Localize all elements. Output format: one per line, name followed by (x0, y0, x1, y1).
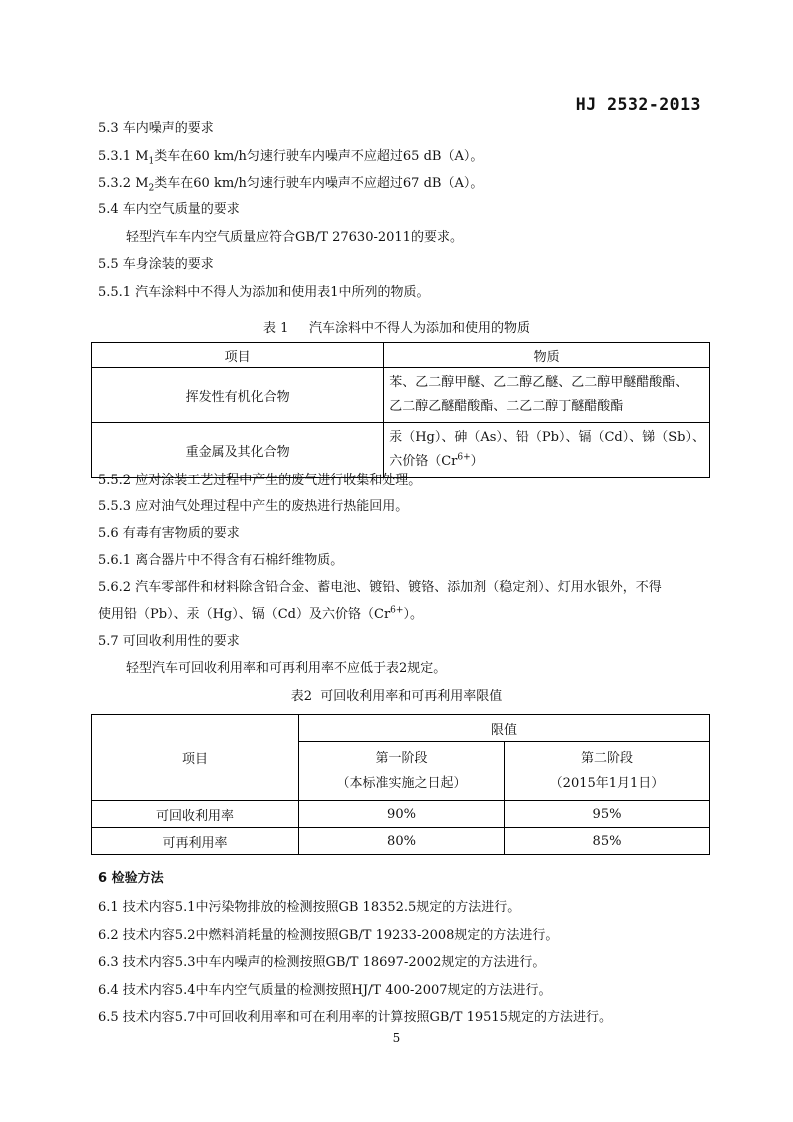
table2-row2-item: 可再利用率 (92, 828, 299, 855)
table1-row2-item: 重金属及其化合物 (92, 423, 384, 478)
table2-caption: 表2 可回收利用率和可再利用率限值 (290, 689, 503, 704)
table1-caption: 表 1 汽车涂料中不得人为添加和使用的物质 (262, 321, 531, 336)
table2-header-limit: 限值 (299, 715, 710, 742)
table2-header-stage1: 第一阶段 （本标准实施之日起） (299, 742, 505, 801)
clause-5-3-2: 5.3.2 $M_2$类车在60 km/h匀速行驶车内噪声不应超过67 dB（A）。 (98, 176, 484, 194)
section-5-4-text: 轻型汽车车内空气质量应符合GB/T 27630-2011的要求。 (126, 230, 463, 245)
table1-row2-substance: 汞（Hg）、砷（As）、铅（Pb）、镉（Cd）、锑（Sb）、 六价铬$(Cr^{6+})$ (384, 423, 710, 478)
table1-header-item: 项目 (92, 343, 384, 368)
table-row (92, 368, 710, 423)
table2-row2-stage2: 85% (505, 828, 710, 855)
clause-6-2: 6.2 技术内容5.2中燃料消耗量的检测按照GB/T 19233-2008规定的方法进行。 (98, 928, 559, 943)
section-5-4-heading: 5.4 车内空气质量的要求 (98, 202, 240, 217)
section-5-7-text: 轻型汽车可回收利用率和可再利用率不应低于表2规定。 (126, 661, 447, 676)
page-number: 5 (392, 1031, 401, 1045)
table2-row2-stage1: 80% (299, 828, 505, 855)
table-row (92, 828, 710, 855)
table2 (91, 714, 710, 855)
table1-row1-item: 挥发性有机化合物 (92, 368, 384, 423)
table2-row1-stage2: 95% (505, 801, 710, 828)
table-row (92, 423, 710, 478)
table2-row1-stage1: 90% (299, 801, 505, 828)
section-5-7-heading: 5.7 可回收利用性的要求 (98, 634, 240, 649)
clause-5-5-1: 5.5.1 汽车涂料中不得人为添加和使用表1中所列的物质。 (98, 285, 430, 300)
section-5-5-heading: 5.5 车身涂装的要求 (98, 257, 214, 272)
section-5-6-heading: 5.6 有毒有害物质的要求 (98, 526, 240, 541)
standard-code: HJ 2532-2013 (575, 95, 701, 114)
clause-6-5: 6.5 技术内容5.7中可回收利用率和可在利用率的计算按照GB/T 19515规定的方法进行。 (98, 1010, 612, 1025)
clause-5-3-1: 5.3.1 $M_1$类车在60 km/h匀速行驶车内噪声不应超过65 dB（A）。 (98, 149, 484, 167)
section-5-3-heading: 5.3 车内噪声的要求 (98, 121, 214, 136)
clause-5-5-3: 5.5.3 应对油气处理过程中产生的废热进行热能回用。 (98, 499, 409, 514)
table2-header-item: 项目 (92, 715, 299, 801)
clause-6-3: 6.3 技术内容5.3中车内噪声的检测按照GB/T 18697-2002规定的方法进行。 (98, 955, 546, 970)
table1-header-substance: 物质 (384, 343, 710, 368)
clause-5-6-2-line2: 使用铅（Pb）、汞（Hg）、镉（Cd）及六价铬$(Cr^{6+})$。 (98, 605, 423, 622)
clause-5-5-2: 5.5.2 应对涂装工艺过程中产生的废气进行收集和处理。 (98, 473, 422, 488)
clause-6-1: 6.1 技术内容5.1中污染物排放的检测按照GB 18352.5规定的方法进行。 (98, 900, 521, 915)
clause-5-6-2-line1: 5.6.2 汽车零部件和材料除含铅合金、蓄电池、镀铅、镀铬、添加剂（稳定剂）、灯用水银外，不得 (98, 580, 662, 595)
clause-6-4: 6.4 技术内容5.4中车内空气质量的检测按照HJ/T 400-2007规定的方法进行。 (98, 983, 552, 998)
table1 (91, 342, 710, 478)
section-6-heading: 6 检验方法 (98, 871, 164, 886)
clause-5-6-1: 5.6.1 离合器片中不得含有石棉纤维物质。 (98, 553, 344, 568)
table-row (92, 801, 710, 828)
table1-row1-substance: 苯、乙二醇甲醚、乙二醇乙醚、乙二醇甲醚醋酸酯、 乙二醇乙醚醋酸酯、二乙二醇丁醚醋酸酯 (384, 368, 710, 423)
table2-header-stage2: 第二阶段 （2015年1月1日） (505, 742, 710, 801)
table2-row1-item: 可回收利用率 (92, 801, 299, 828)
